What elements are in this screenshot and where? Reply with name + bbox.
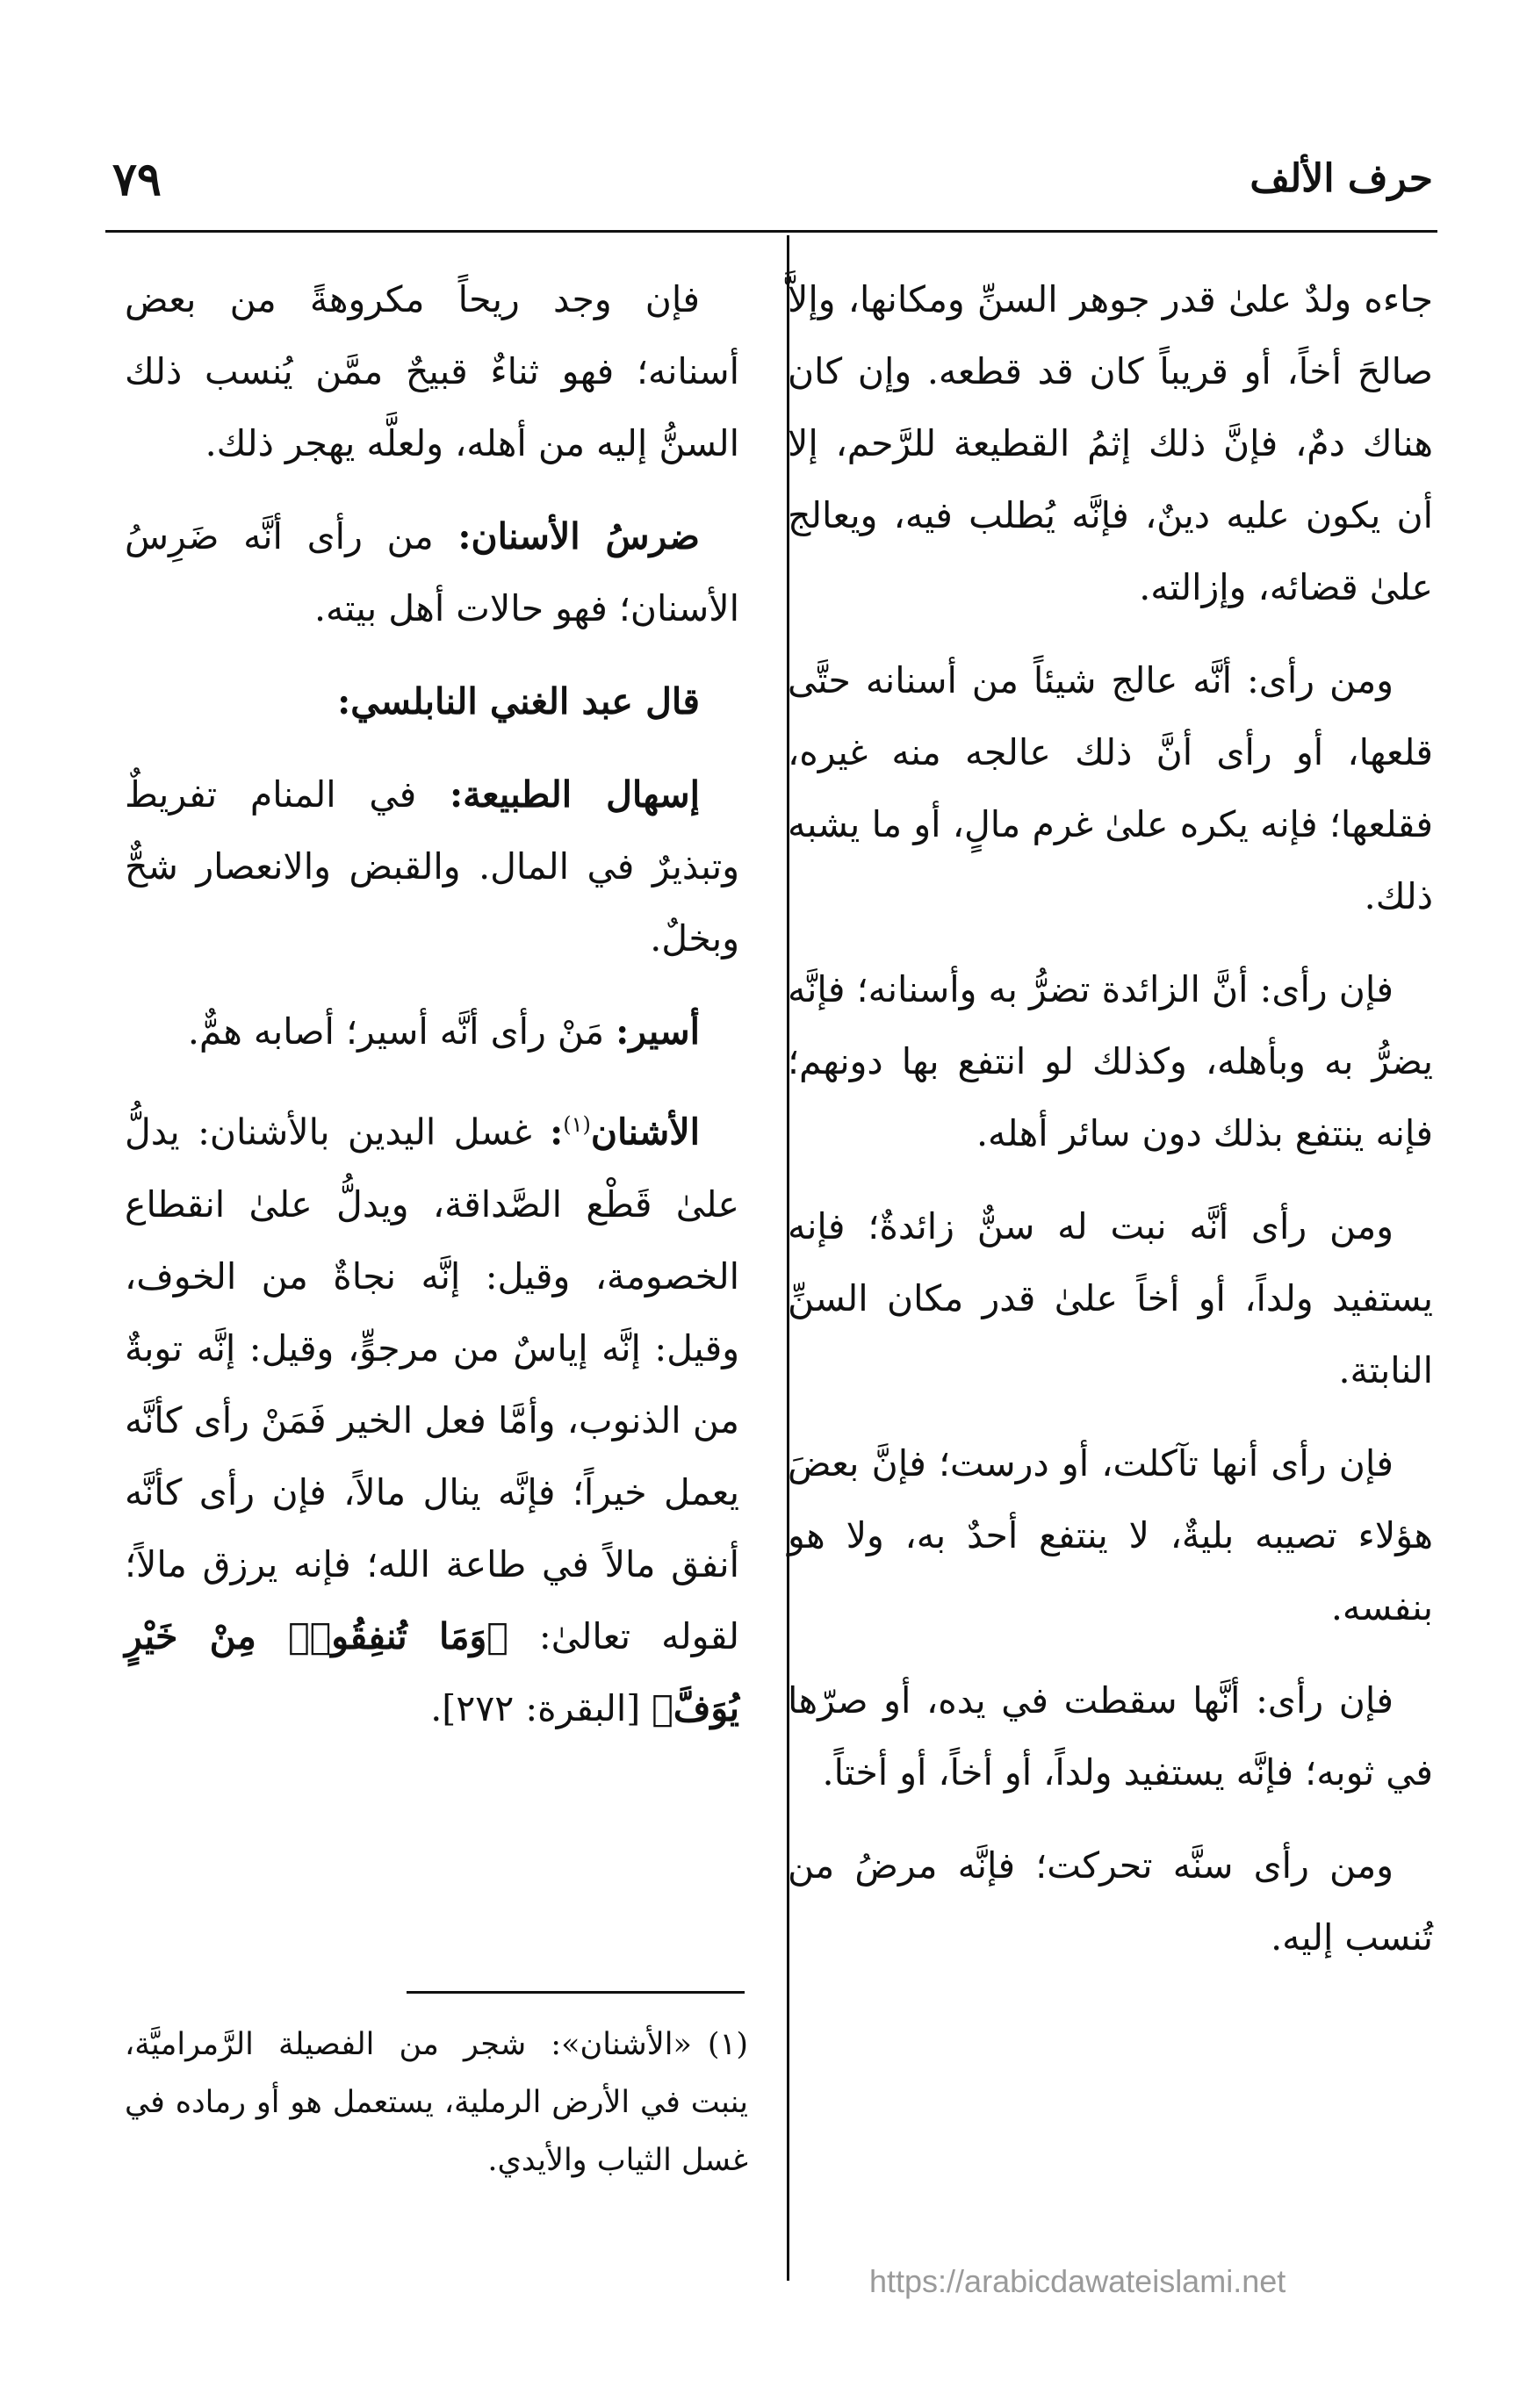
paragraph: فإن رأى: أنَّ الزائدة تضرُّ به وأسنانه؛ فإنَّه يضرُّ به وبأهله، وكذلك لو انتفع بها دونهم؛ فإنه ينتفع بذلك دون سائر أهله. bbox=[788, 968, 1433, 1154]
entry-paragraph bbox=[125, 1089, 739, 1744]
entry-paragraph bbox=[125, 500, 739, 644]
footnote-number: (١) bbox=[707, 2027, 748, 2062]
entry-term: إسهال الطبيعة: bbox=[449, 773, 700, 816]
watermark-url: https://arabicdawateislami.net bbox=[869, 2263, 1286, 2299]
paragraph: جاءه ولدٌ علىٰ قدر جوهر السنِّ ومكانها، وإلاَّ صالحَ أخاً، أو قريباً كان قد قطعه. وإن كان هناك دمٌ، فإنَّ ذلك إثمُ القطيعة للرَّحم، إلا أن يكون عليه دينٌ، فإنَّه يُطلب فيه، ويعالج علىٰ قضائه، وإزالته. bbox=[788, 278, 1433, 608]
footnote-divider bbox=[407, 1991, 745, 1994]
entry-text: مَنْ رأى أنَّه أسير؛ أصابه همٌّ. bbox=[187, 1010, 616, 1053]
entry-paragraph bbox=[125, 996, 739, 1067]
entry-colon: : bbox=[550, 1111, 564, 1154]
page-number: ٧٩ bbox=[112, 153, 162, 206]
paragraph: ومن رأى أنَّه نبت له سنٌّ زائدةٌ؛ فإنه يستفيد ولداً، أو أخاً علىٰ قدر مكان السنِّ النابتة. bbox=[788, 1205, 1433, 1391]
verse-reference: [البقرة: ٢٧٢]. bbox=[430, 1686, 652, 1729]
entry-text: من رأى أنَّه ضَرِسُ الأسنان؛ فهو حالات أهل بيته. bbox=[125, 515, 739, 629]
entry-term: أسير: bbox=[616, 1010, 700, 1053]
entry-text: غسل اليدين بالأشنان: يدلُّ علىٰ قَطْع الصَّداقة، ويدلُّ علىٰ انقطاع الخصومة، وقيل: إنَّه نجاةٌ من الخوف، وقيل: إنَّه إياسٌ من مرجوٍّ، وقيل: إنَّه توبةٌ من الذنوب، وأمَّا فعل الخير فَمَنْ رأى كأنَّه يعمل خيراً؛ فإنَّه ينال مالاً، فإن رأى كأنَّه أنفق مالاً في طاعة الله؛ فإنه يرزق مالاً؛ لقوله تعالىٰ: bbox=[125, 1111, 740, 1657]
paragraph: فإن وجد ريحاً مكروهةً من بعض أسنانه؛ فهو ثناءٌ قبيحٌ ممَّن يُنسب ذلك السنُّ إليه من أهله، ولعلَّه يهجر ذلك. bbox=[125, 278, 739, 464]
paragraph: ومن رأى سنَّه تحركت؛ فإنَّه مرضُ من تُنسب إليه. bbox=[788, 1844, 1433, 1959]
footnote bbox=[125, 2016, 748, 2189]
entry-term: الأشنان bbox=[590, 1111, 700, 1154]
section-heading: قال عبد الغني النابلسي: bbox=[337, 680, 700, 722]
paragraph: ومن رأى: أنَّه عالج شيئاً من أسنانه حتَّى قلعها، أو رأى أنَّ ذلك عالجه منه غيره، فقلعها؛ فإنه يكره علىٰ غرم مالٍ، أو ما يشبه ذلك. bbox=[788, 659, 1433, 917]
entry-term: ضرسُ الأسنان: bbox=[457, 515, 700, 557]
header-divider bbox=[105, 230, 1437, 233]
footnote-marker: (١) bbox=[563, 1112, 591, 1137]
footnote-text: «الأشنان»: شجر من الفصيلة الرَّمراميَّة، ينبت في الأرض الرملية، يستعمل هو أو رماده في غسل الثياب والأيدي. bbox=[125, 2027, 748, 2178]
chapter-title: حرف الألف bbox=[1250, 156, 1433, 201]
paragraph: فإن رأى أنها تآكلت، أو درست؛ فإنَّ بعضَ هؤلاء تصيبه بليةٌ، لا ينتفع أحدٌ به، ولا هو بنفسه. bbox=[788, 1442, 1433, 1628]
entry-text: في المنام تفريطٌ وتبذيرٌ في المال. والقبض والانعصار شحٌّ وبخلٌ. bbox=[125, 773, 739, 960]
right-column bbox=[788, 263, 1433, 1995]
entry-paragraph bbox=[125, 758, 739, 974]
left-column bbox=[125, 263, 739, 1765]
paragraph: فإن رأى: أنَّها سقطت في يده، أو صرّها في ثوبه؛ فإنَّه يستفيد ولداً، أو أخاً، أو أختاً. bbox=[788, 1679, 1433, 1793]
quran-verse: ﴿وَمَا تُنفِقُوا۟ مِنْ خَيْرٍ يُوَفَّ﴾ bbox=[125, 1614, 739, 1729]
